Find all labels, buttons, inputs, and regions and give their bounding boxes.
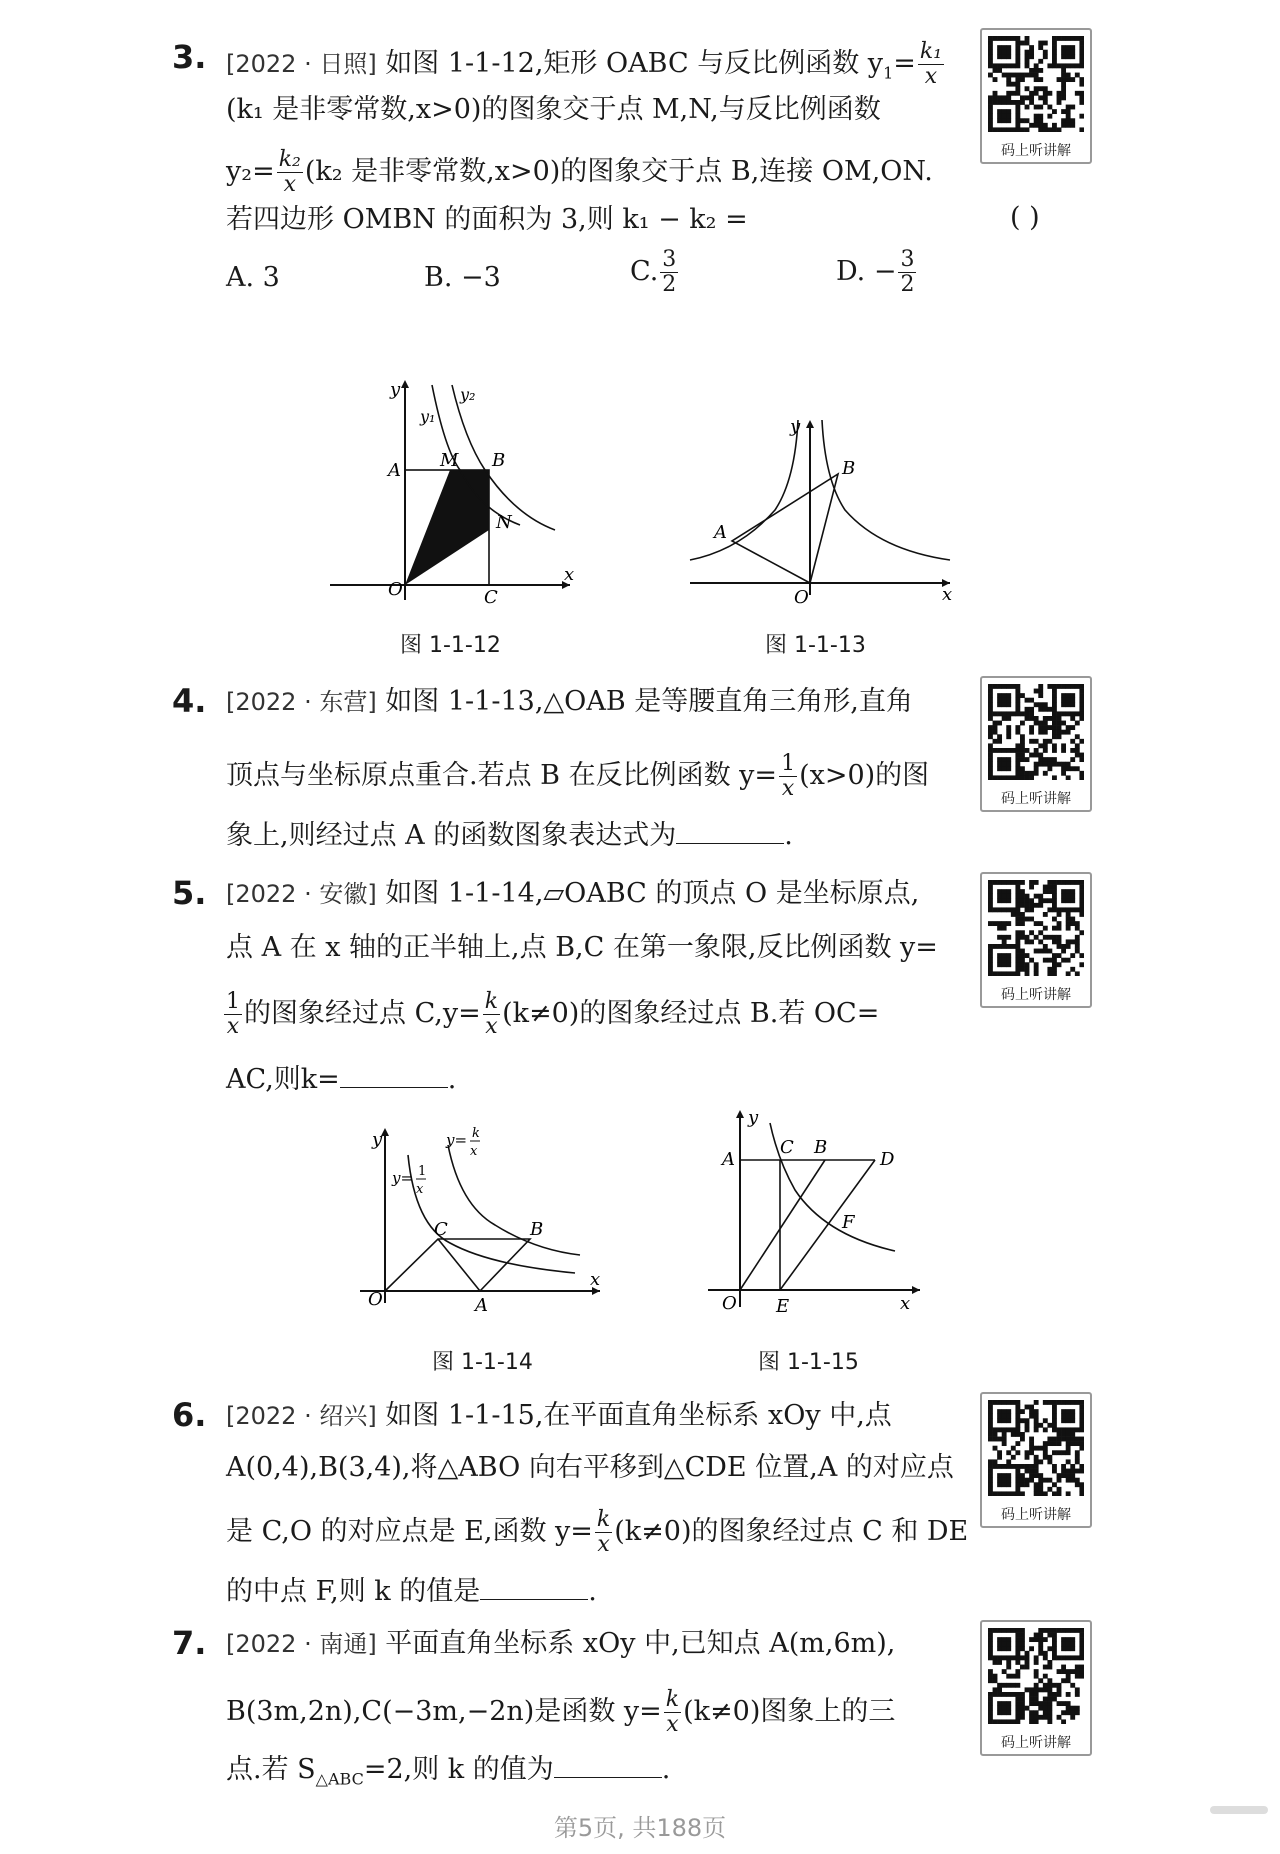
text: (x>0)的图	[799, 760, 930, 791]
point-c: C	[484, 587, 498, 608]
denominator: 2	[662, 272, 677, 297]
numerator: 3	[662, 247, 677, 272]
fraction	[664, 1688, 681, 1737]
x-axis-label: x	[590, 1269, 601, 1290]
qr-code[interactable]	[980, 1392, 1092, 1528]
qr-code-image	[988, 880, 1084, 976]
question-line	[226, 40, 946, 91]
question-line	[226, 148, 933, 197]
text: =	[893, 48, 916, 79]
text: 如图 1-1-15,在平面直角坐标系 xOy 中,点	[385, 1400, 892, 1431]
qr-caption: 码上听讲解	[1001, 143, 1071, 159]
point-o: O	[722, 1293, 737, 1314]
point-f: F	[842, 1212, 855, 1233]
text: (k₂ 是非零常数,x>0)的图象交于点 B,连接 OM,ON.	[304, 156, 933, 187]
text: 是 C,O 的对应点是 E,函数 y=	[226, 1516, 593, 1547]
point-m: M	[440, 450, 459, 471]
option-label: D. −	[836, 256, 897, 287]
curve-y2-label: y₂	[460, 385, 476, 404]
answer-blank[interactable]	[340, 1065, 448, 1088]
curve-2-numerator: k	[472, 1126, 480, 1141]
option-d	[836, 248, 918, 297]
qr-caption: 码上听讲解	[1001, 987, 1071, 1003]
point-c: C	[780, 1137, 794, 1158]
point-e: E	[776, 1296, 790, 1317]
question-number: 6.	[172, 1396, 207, 1434]
point-n: N	[496, 512, 512, 533]
x-axis-label: x	[900, 1293, 911, 1314]
point-b: B	[530, 1219, 544, 1240]
qr-code[interactable]	[980, 1620, 1092, 1756]
question-line	[226, 1752, 670, 1797]
denominator: x	[485, 1014, 498, 1039]
numerator: 1	[226, 989, 240, 1014]
figure-caption: 图 1-1-12	[400, 633, 501, 658]
text: 顶点与坐标原点重合.若点 B 在反比例函数 y=	[226, 760, 778, 791]
figure-1-1-14	[350, 1115, 610, 1325]
figure-caption: 图 1-1-13	[765, 633, 866, 658]
fraction	[660, 248, 678, 297]
denominator: x	[226, 1014, 240, 1039]
y-axis-label: y	[790, 416, 801, 437]
text: 象上,则经过点 A 的函数图象表达式为	[226, 820, 677, 851]
y-axis-label: y	[372, 1129, 383, 1150]
x-axis-label: x	[564, 564, 575, 585]
text: 如图 1-1-14,▱OABC 的顶点 O 是坐标原点,	[385, 878, 920, 909]
point-a: A	[475, 1295, 488, 1316]
text: .	[661, 1754, 671, 1785]
question-line: (k₁ 是非零常数,x>0)的图象交于点 M,N,与反比例函数	[226, 94, 881, 125]
option-a: A. 3	[226, 262, 280, 293]
qr-code-image	[988, 36, 1084, 132]
question-line	[226, 1688, 895, 1737]
text: 平面直角坐标系 xOy 中,已知点 A(m,6m),	[385, 1628, 896, 1659]
question-line	[226, 1574, 597, 1610]
curve-1-numerator: 1	[418, 1164, 427, 1179]
text: 的图象经过点 C,y=	[244, 998, 481, 1029]
option-label: C.	[630, 256, 659, 287]
question-source: [2022 · 南通]	[226, 1630, 377, 1658]
figure-caption: 图 1-1-14	[432, 1350, 533, 1375]
point-o: O	[794, 587, 809, 608]
curve-1-label: y=	[392, 1169, 414, 1187]
x-axis-label: x	[942, 584, 953, 605]
point-b: B	[842, 458, 856, 479]
text: (k≠0)的图象经过点 B.若 OC=	[502, 998, 880, 1029]
text: (k≠0)图象上的三	[683, 1696, 896, 1727]
qr-code-image	[988, 1400, 1084, 1496]
question-line: A(0,4),B(3,4),将△ABO 向右平移到△CDE 位置,A 的对应点	[226, 1452, 954, 1483]
numerator: k₂	[278, 147, 301, 172]
point-a: A	[714, 522, 727, 543]
y-axis-label: y	[748, 1107, 759, 1128]
y-axis-label: y	[390, 379, 401, 400]
curve-2-denominator: x	[470, 1144, 478, 1159]
text: B(3m,2n),C(−3m,−2n)是函数 y=	[226, 1696, 662, 1727]
question-number: 7.	[172, 1624, 207, 1662]
numerator: k	[484, 989, 499, 1014]
subscript: 1	[883, 63, 894, 83]
numerator: k	[596, 1507, 611, 1532]
qr-code[interactable]	[980, 676, 1092, 812]
question-number: 3.	[172, 38, 207, 76]
denominator: x	[924, 64, 938, 89]
question-line: 点 A 在 x 轴的正半轴上,点 B,C 在第一象限,反比例函数 y=	[226, 932, 938, 963]
numerator: 1	[781, 751, 796, 776]
curve-y1-label: y₁	[420, 407, 436, 426]
question-source: [2022 · 东营]	[226, 688, 377, 716]
text: 如图 1-1-13,△OAB 是等腰直角三角形,直角	[385, 686, 913, 717]
question-source: [2022 · 绍兴]	[226, 1402, 377, 1430]
numerator: k₁	[919, 39, 943, 64]
point-a: A	[388, 460, 401, 481]
fraction	[898, 248, 916, 297]
figure-1-1-12	[320, 370, 580, 610]
point-b: B	[814, 1137, 828, 1158]
qr-caption: 码上听讲解	[1001, 791, 1071, 807]
figure-1-1-15	[700, 1105, 930, 1335]
question-line	[226, 818, 793, 854]
fraction	[277, 148, 303, 197]
qr-caption: 码上听讲解	[1001, 1735, 1071, 1751]
denominator: x	[597, 1532, 610, 1557]
qr-code-image	[988, 684, 1084, 780]
curve-1-denominator: x	[416, 1182, 424, 1197]
scrollbar-grip-icon[interactable]	[1210, 1800, 1270, 1820]
denominator: x	[666, 1712, 679, 1737]
fraction	[779, 752, 797, 801]
text: AC,则k=	[226, 1064, 340, 1095]
figure-caption: 图 1-1-15	[758, 1350, 859, 1375]
numerator: 3	[900, 247, 915, 272]
question-source: [2022 · 安徽]	[226, 880, 377, 908]
answer-blank[interactable]	[480, 1577, 588, 1600]
fraction	[483, 990, 500, 1039]
option-b: B. −3	[424, 262, 501, 293]
qr-code[interactable]	[980, 28, 1092, 164]
question-line	[226, 1626, 895, 1662]
point-o: O	[368, 1289, 383, 1310]
question-line	[226, 1398, 892, 1434]
qr-code[interactable]	[980, 872, 1092, 1008]
text: 如图 1-1-12,矩形 OABC 与反比例函数 y	[385, 48, 884, 79]
qr-code-image	[988, 1628, 1084, 1724]
denominator: 2	[900, 272, 915, 297]
question-line	[222, 990, 879, 1039]
question-line	[226, 1062, 456, 1098]
qr-caption: 码上听讲解	[1001, 1507, 1071, 1523]
fraction	[918, 40, 944, 89]
option-c	[630, 248, 680, 297]
text: =2,则 k 的值为	[363, 1754, 554, 1785]
text: .	[447, 1064, 457, 1095]
denominator: x	[781, 776, 795, 801]
question-line: 若四边形 OMBN 的面积为 3,则 k₁ − k₂ =	[226, 204, 748, 235]
question-line	[226, 752, 929, 801]
curve-2-label: y=	[446, 1131, 468, 1149]
point-c: C	[434, 1219, 448, 1240]
figure-1-1-13	[680, 410, 960, 610]
answer-blank[interactable]	[676, 821, 784, 844]
question-line	[226, 684, 913, 720]
text: 的中点 F,则 k 的值是	[226, 1576, 481, 1607]
point-a: A	[722, 1149, 735, 1170]
subscript: △ABC	[315, 1769, 364, 1789]
page-footer: 第5页, 共188页	[553, 1814, 727, 1842]
fraction	[224, 990, 242, 1039]
question-number: 4.	[172, 682, 207, 720]
numerator: k	[665, 1687, 680, 1712]
text: 点.若 S	[226, 1754, 316, 1785]
point-o: O	[388, 579, 403, 600]
text: (k≠0)的图象经过点 C 和 DE	[614, 1516, 969, 1547]
text: .	[588, 1576, 597, 1607]
question-source: [2022 · 日照]	[226, 50, 377, 78]
point-b: B	[492, 450, 506, 471]
question-line	[226, 1508, 968, 1557]
point-d: D	[880, 1149, 895, 1170]
text: .	[784, 820, 793, 851]
answer-paren: ( )	[1010, 202, 1040, 233]
question-line	[226, 876, 919, 912]
denominator: x	[283, 172, 296, 197]
text: y₂=	[226, 156, 275, 187]
question-number: 5.	[172, 874, 207, 912]
fraction	[595, 1508, 612, 1557]
answer-blank[interactable]	[554, 1755, 662, 1778]
